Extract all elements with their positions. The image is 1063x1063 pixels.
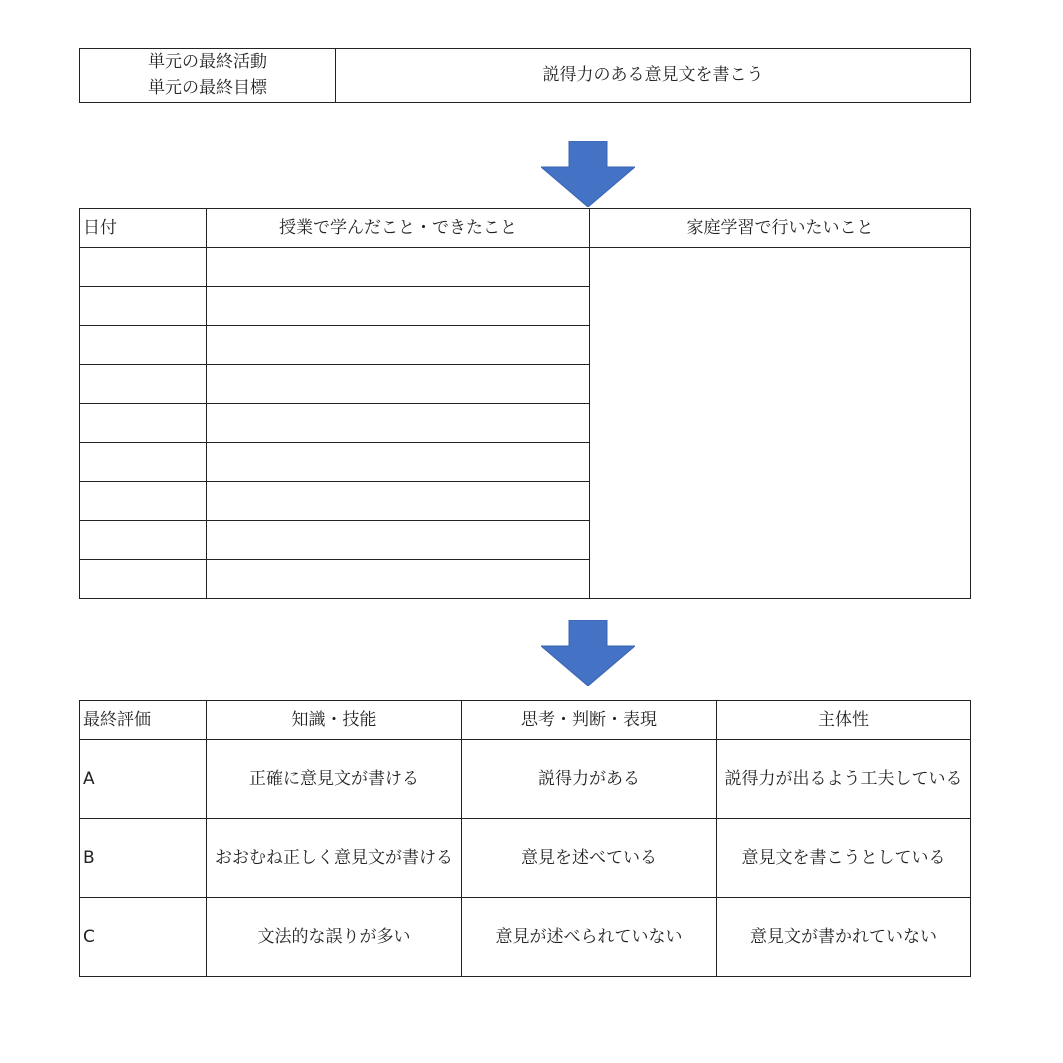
knowledge-skill-header: 知識・技能 xyxy=(207,701,462,740)
learned-cell[interactable] xyxy=(207,443,590,482)
unit-goal-text: 説得力のある意見文を書こう xyxy=(336,49,971,103)
grade-cell: A xyxy=(80,740,207,819)
final-evaluation-header: 最終評価 xyxy=(80,701,207,740)
learned-header: 授業で学んだこと・できたこと xyxy=(207,209,590,248)
home-study-header: 家庭学習で行いたいこと xyxy=(590,209,971,248)
home-study-cell[interactable] xyxy=(590,248,971,599)
down-arrow-icon xyxy=(541,620,635,686)
unit-label-cell xyxy=(80,49,336,103)
learned-cell[interactable] xyxy=(207,365,590,404)
unit-goal-table xyxy=(79,48,971,103)
date-cell[interactable] xyxy=(80,248,207,287)
initiative-header: 主体性 xyxy=(717,701,971,740)
date-cell[interactable] xyxy=(80,326,207,365)
date-cell[interactable] xyxy=(80,560,207,599)
unit-label-activity: 単元の最終活動 xyxy=(148,52,267,72)
grade-cell: C xyxy=(80,898,207,977)
table-row xyxy=(80,248,971,287)
evaluation-table xyxy=(79,700,971,977)
initiative-cell: 意見文が書かれていない xyxy=(717,898,971,977)
knowledge-cell: 正確に意見文が書ける xyxy=(207,740,462,819)
learned-cell[interactable] xyxy=(207,326,590,365)
learned-cell[interactable] xyxy=(207,521,590,560)
learned-cell[interactable] xyxy=(207,560,590,599)
learned-cell[interactable] xyxy=(207,287,590,326)
grade-cell: B xyxy=(80,819,207,898)
learned-cell[interactable] xyxy=(207,482,590,521)
down-arrow-icon xyxy=(541,141,635,207)
date-cell[interactable] xyxy=(80,404,207,443)
evaluation-row-c xyxy=(80,898,971,977)
thinking-cell: 説得力がある xyxy=(462,740,717,819)
unit-label-goal: 単元の最終目標 xyxy=(148,78,267,99)
date-header: 日付 xyxy=(80,209,207,248)
thinking-expression-header: 思考・判断・表現 xyxy=(462,701,717,740)
daily-record-table xyxy=(79,208,971,599)
record-header-row xyxy=(80,209,971,248)
date-cell[interactable] xyxy=(80,521,207,560)
evaluation-header-row xyxy=(80,701,971,740)
learned-cell[interactable] xyxy=(207,248,590,287)
thinking-cell: 意見が述べられていない xyxy=(462,898,717,977)
evaluation-row-a xyxy=(80,740,971,819)
date-cell[interactable] xyxy=(80,482,207,521)
initiative-cell: 意見文を書こうとしている xyxy=(717,819,971,898)
thinking-cell: 意見を述べている xyxy=(462,819,717,898)
date-cell[interactable] xyxy=(80,287,207,326)
knowledge-cell: おおむね正しく意見文が書ける xyxy=(207,819,462,898)
initiative-cell: 説得力が出るよう工夫している xyxy=(717,740,971,819)
date-cell[interactable] xyxy=(80,443,207,482)
date-cell[interactable] xyxy=(80,365,207,404)
evaluation-row-b xyxy=(80,819,971,898)
learned-cell[interactable] xyxy=(207,404,590,443)
knowledge-cell: 文法的な誤りが多い xyxy=(207,898,462,977)
